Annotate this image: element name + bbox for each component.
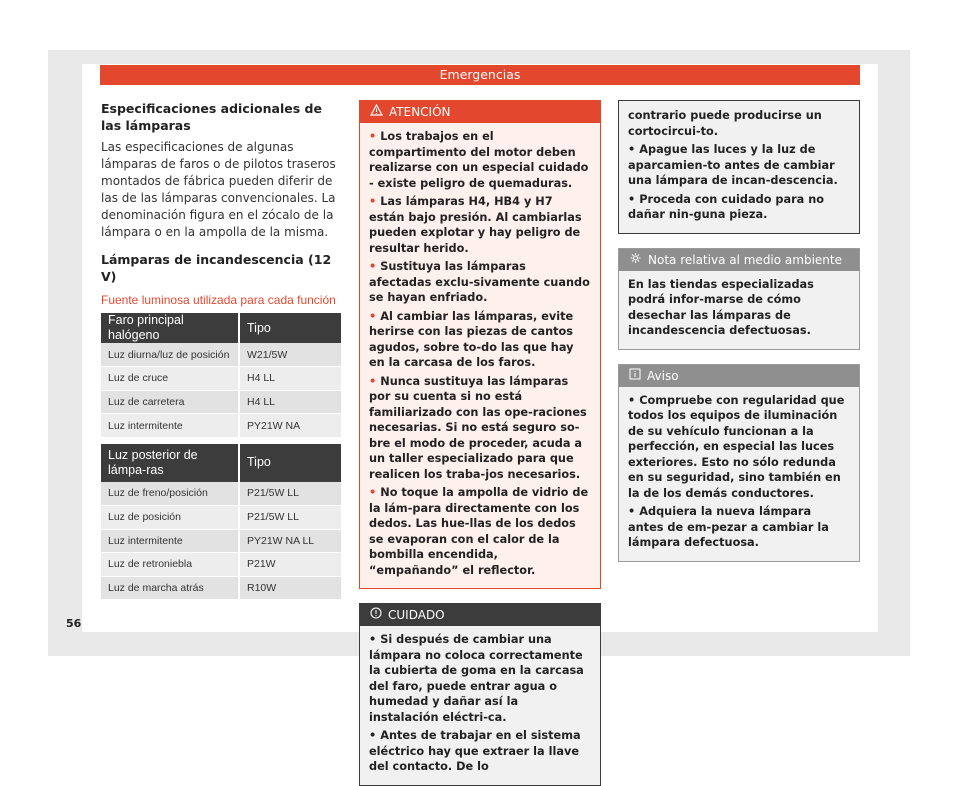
table-cell: Luz intermitente	[101, 529, 239, 553]
table-cell: Luz de cruce	[101, 367, 239, 391]
page-number: 56	[66, 617, 82, 630]
environment-header	[619, 249, 859, 271]
intro-paragraph: Las especificaciones de algunas lámparas de faros o de pilotos traseros montados de fábrica pueden diferir de las de las lámparas convencionales. La denominación figura en el zócalo de la lámpara o en la ampolla de la misma.	[101, 140, 336, 239]
table-row	[101, 367, 341, 391]
table-row	[101, 505, 341, 529]
table-cell: PY21W NA LL	[239, 529, 341, 553]
chapter-header: Emergencias	[100, 65, 860, 85]
bullet-icon: •	[628, 143, 636, 156]
table-row	[101, 482, 341, 506]
subsection-title: Lámparas de incandescencia (12 V)	[101, 252, 332, 284]
caution-body	[360, 626, 600, 785]
table-row	[101, 529, 341, 553]
bullet-icon: •	[369, 374, 377, 388]
caution-title: CUIDADO	[388, 608, 445, 622]
list-item: • Proceda con cuidado para no dañar nin-guna pieza.	[628, 192, 825, 221]
caution-header	[360, 604, 600, 626]
table-caption: Fuente luminosa utilizada para cada función	[101, 293, 336, 307]
column-right	[618, 100, 860, 562]
bullet-icon: •	[369, 130, 377, 143]
warning-box	[359, 100, 601, 589]
info-icon	[629, 365, 641, 387]
caution-circle-icon	[370, 604, 382, 626]
bullet-icon: •	[369, 729, 377, 742]
bullet-icon: •	[369, 260, 377, 273]
notice-header	[619, 365, 859, 387]
table-cell: PY21W NA	[239, 414, 341, 438]
table-cell: Luz de freno/posición	[101, 482, 239, 506]
table-header: Tipo	[239, 313, 341, 343]
bullet-icon: •	[628, 192, 636, 206]
list-item: • Nunca sustituya las lámparas por su cuenta si no está familiarizado con las ope-raciones necesarias. Si no está seguro so-bre el modo de proceder, acuda a un taller especializado para que realicen los traba-jos necesarios.	[369, 374, 587, 481]
bullet-icon: •	[369, 633, 377, 646]
notice-title: Aviso	[647, 368, 679, 383]
caution-continued-box	[618, 100, 860, 234]
continued-text: contrario puede producirse un cortocircui-to.	[628, 109, 822, 138]
list-item: • Si después de cambiar una lámpara no coloca correctamente la cubierta de goma en la carcasa del faro, puede entrar agua o humedad y dañar así la instalación eléctri-ca.	[369, 633, 584, 724]
table-cell: Luz de marcha atrás	[101, 576, 239, 600]
table-row	[101, 553, 341, 577]
environment-body	[619, 271, 859, 349]
warning-title: ATENCIÓN	[389, 105, 451, 119]
bullet-icon: •	[628, 393, 636, 407]
table-cell: Luz de carretera	[101, 390, 239, 414]
list-item: • Los trabajos en el compartimento del motor deben realizarse con un especial cuidado - existe peligro de quemaduras.	[369, 130, 589, 190]
table-cell: P21/5W LL	[239, 482, 341, 506]
table-cell: P21W	[239, 553, 341, 577]
list-item: • Adquiera la nueva lámpara antes de em-pezar a cambiar la lámpara defectuosa.	[628, 505, 829, 549]
list-item: • Sustituya las lámparas afectadas exclu-sivamente cuando se hayan enfriado.	[369, 260, 590, 304]
bullet-icon: •	[628, 505, 636, 518]
list-item: • Compruebe con regularidad que todos los equipos de iluminación de su vehículo funcionan a la perfección, en especial las luces exteriores. Esto no sólo redunda en su seguridad, sino también en la de los demás conductores.	[628, 393, 845, 500]
headlamp-table	[101, 313, 341, 438]
environment-title: Nota relativa al medio ambiente	[648, 252, 842, 267]
table-header: Tipo	[239, 444, 341, 482]
table-header: Faro principal halógeno	[101, 313, 239, 343]
list-item: • Apague las luces y la luz de aparcamien-to antes de cambiar una lámpara de incan-descencia.	[628, 143, 838, 187]
table-cell: H4 LL	[239, 367, 341, 391]
table-cell: R10W	[239, 576, 341, 600]
leaf-icon	[629, 249, 642, 271]
column-middle	[359, 100, 601, 786]
list-item: • No toque la ampolla de vidrio de la lám-para directamente con los dedos. Las hue-llas de los dedos se evaporan con el calor de la bombilla encendida, “empañando” el reflector.	[369, 486, 589, 577]
warning-body	[360, 123, 600, 588]
column-left	[101, 100, 341, 600]
environment-text: En las tiendas especializadas podrá infor-marse de cómo desechar las lámparas de incandescencia defectuosas.	[628, 277, 814, 337]
environment-note-box	[618, 248, 860, 350]
table-row	[101, 414, 341, 438]
table-row	[101, 390, 341, 414]
table-cell: W21/5W	[239, 343, 341, 367]
table-header: Luz posterior de lámpa-ras	[101, 444, 239, 482]
caution-continued-body	[619, 101, 859, 233]
caution-box	[359, 603, 601, 786]
table-cell: Luz de retroniebla	[101, 553, 239, 577]
table-cell: H4 LL	[239, 390, 341, 414]
bullet-icon: •	[369, 486, 377, 499]
bullet-icon: •	[369, 309, 377, 323]
table-row	[101, 576, 341, 600]
list-item: • Las lámparas H4, HB4 y H7 están bajo presión. Al cambiarlas pueden explotar y hay peligro de resultar herido.	[369, 195, 582, 255]
warning-triangle-icon	[370, 101, 383, 123]
notice-box	[618, 364, 860, 562]
table-row	[101, 343, 341, 367]
warning-header	[360, 101, 600, 123]
table-cell: P21/5W LL	[239, 505, 341, 529]
rear-lamp-table	[101, 444, 341, 600]
section-title: Especificaciones adicionales de las lámparas	[101, 101, 322, 133]
table-cell: Luz diurna/luz de posición	[101, 343, 239, 367]
table-cell: Luz de posición	[101, 505, 239, 529]
list-item: • Al cambiar las lámparas, evite herirse con las piezas de cantos agudos, sobre to-do las que hay en la carcasa de los faros.	[369, 309, 574, 369]
bullet-icon: •	[369, 195, 377, 208]
table-cell: Luz intermitente	[101, 414, 239, 438]
list-item: • Antes de trabajar en el sistema eléctrico hay que extraer la llave del contacto. De lo	[369, 729, 581, 773]
notice-body	[619, 387, 859, 561]
